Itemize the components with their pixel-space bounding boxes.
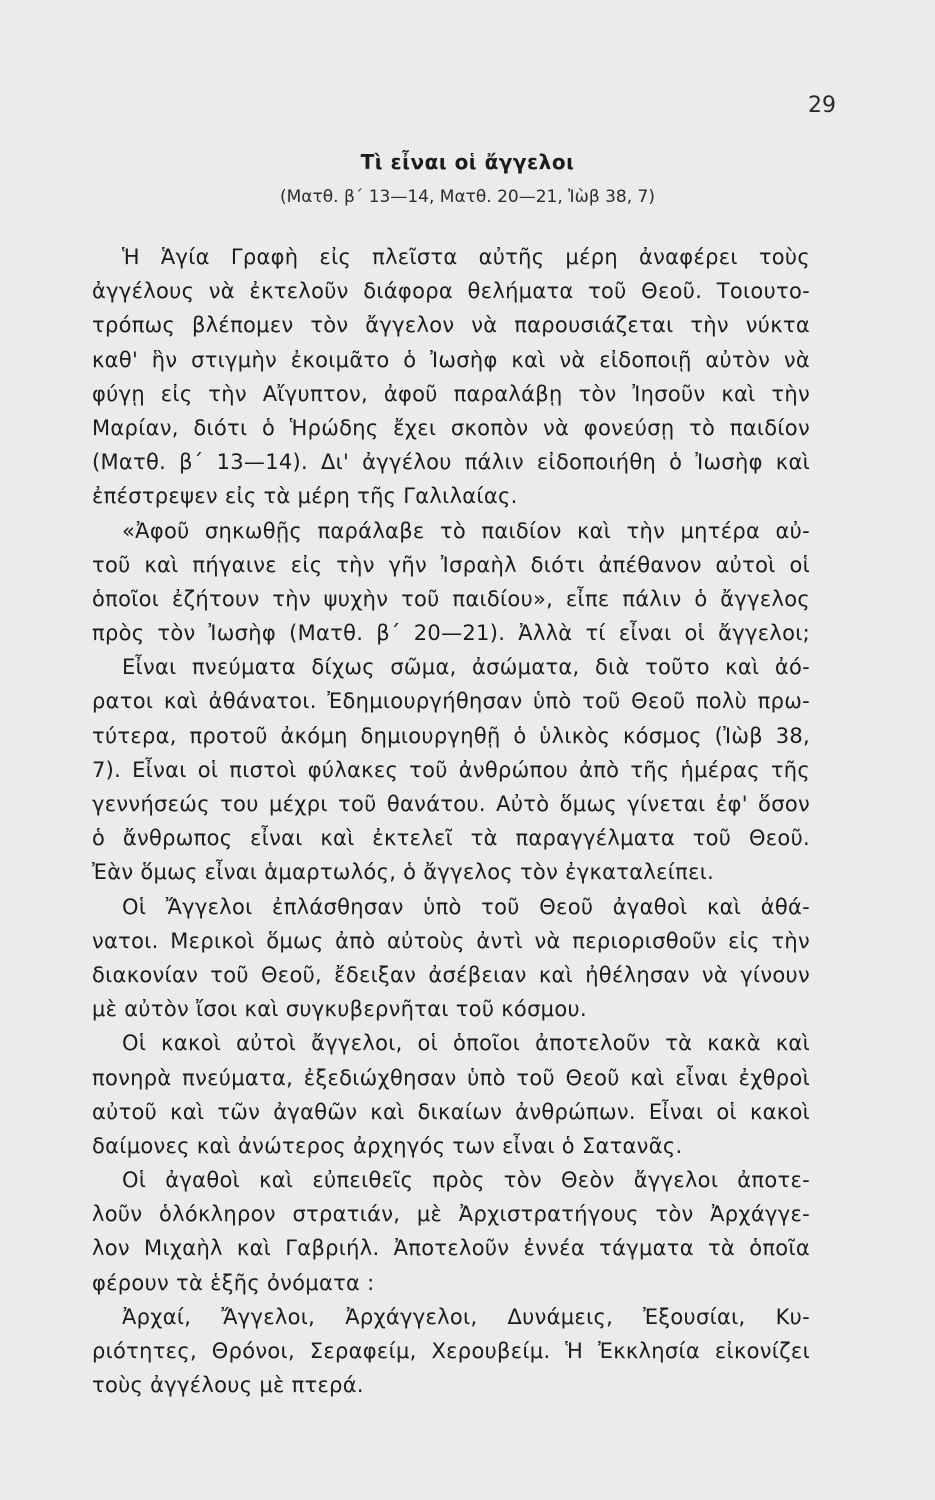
text-line: (Ματθ. β΄ 13—14). Δι' ἀγγέλου πάλιν εἰδοποιήθη ὁ Ἰωσὴφ καὶ bbox=[92, 450, 810, 475]
text-line: ἐπέστρεψεν εἰς τὰ μέρη τῆς Γαλιλαίας. bbox=[92, 484, 518, 509]
page-number: 29 bbox=[808, 93, 836, 118]
chapter-title: Τὶ εἶναι οἱ ἄγγελοι bbox=[360, 150, 575, 174]
text-line: διακονίαν τοῦ Θεοῦ, ἔδειξαν ἀσέβειαν καὶ ἠθέλησαν νὰ γίνουν bbox=[92, 962, 810, 987]
text-line: 7). Εἶναι οἱ πιστοὶ φύλακες τοῦ ἀνθρώπου ἀπὸ τῆς ἡμέρας τῆς bbox=[92, 757, 810, 782]
text-line: τοὺς ἀγγέλους μὲ πτερά. bbox=[92, 1373, 364, 1398]
text-line: Οἱ ἀγαθοὶ καὶ εὐπειθεῖς πρὸς τὸν Θεὸν ἄγγελοι ἀποτε- bbox=[122, 1168, 810, 1193]
text-line: γεννήσεώς του μέχρι τοῦ θανάτου. Αὐτὸ ὅμως γίνεται ἐφ' ὅσον bbox=[92, 792, 810, 816]
text-line: φύγῃ εἰς τὴν Αἴγυπτον, ἀφοῦ παραλάβῃ τὸν Ἰησοῦν καὶ τὴν bbox=[92, 381, 810, 406]
text-line: πονηρὰ πνεύματα, ἐξεδιώχθησαν ὑπὸ τοῦ Θεοῦ καὶ εἶναι ἐχθροὶ bbox=[92, 1065, 810, 1090]
text-line: Οἱ κακοὶ αὐτοὶ ἄγγελοι, οἱ ὁποῖοι ἀποτελοῦν τὰ κακὰ καὶ bbox=[122, 1031, 810, 1056]
text-line: λοῦν ὁλόκληρον στρατιάν, μὲ Ἀρχιστρατήγους τὸν Ἀρχάγγε- bbox=[92, 1202, 810, 1227]
text-line: Εἶναι πνεύματα δίχως σῶμα, ἀσώματα, διὰ τοῦτο καὶ ἀό- bbox=[122, 655, 810, 680]
text-line: Μαρίαν, διότι ὁ Ἡρώδης ἔχει σκοπὸν νὰ φονεύσῃ τὸ παιδίον bbox=[92, 415, 810, 440]
text-line: τοῦ καὶ πήγαινε εἰς τὴν γῆν Ἰσραὴλ διότι ἀπέθανον αὐτοὶ οἱ bbox=[92, 552, 810, 577]
scripture-reference: (Ματθ. β΄ 13—14, Ματθ. 20—21, Ἰὼβ 38, 7) bbox=[280, 187, 655, 207]
text-line: δαίμονες καὶ ἀνώτερος ἀρχηγός των εἶναι ὁ Σατανᾶς. bbox=[92, 1133, 683, 1158]
text-line: Ἡ Ἁγία Γραφὴ εἰς πλεῖστα αὐτῆς μέρη ἀναφέρει τοὺς bbox=[122, 245, 810, 269]
text-line: ἀγγέλους νὰ ἐκτελοῦν διάφορα θελήματα τοῦ Θεοῦ. Τοιουτο- bbox=[92, 279, 810, 304]
text-line: ὁ ἄνθρωπος εἶναι καὶ ἐκτελεῖ τὰ παραγγέλματα τοῦ Θεοῦ. bbox=[92, 826, 810, 851]
text-line: μὲ αὐτὸν ἴσοι καὶ συγκυβερνῆται τοῦ κόσμου. bbox=[92, 997, 587, 1022]
text-line: Ἐὰν ὅμως εἶναι ἁμαρτωλός, ὁ ἄγγελος τὸν ἐγκαταλείπει. bbox=[92, 860, 715, 885]
text-line: τύτερα, προτοῦ ἀκόμη δημιουργηθῇ ὁ ὑλικὸς κόσμος (Ἰὼβ 38, bbox=[92, 723, 810, 748]
text-line: ὁποῖοι ἐζήτουν τὴν ψυχὴν τοῦ παιδίου», εἶπε πάλιν ὁ ἄγγελος bbox=[92, 586, 810, 611]
text-line: Οἱ Ἄγγελοι ἐπλάσθησαν ὑπὸ τοῦ Θεοῦ ἀγαθοὶ καὶ ἀθά- bbox=[122, 894, 810, 919]
text-line: Ἀρχαί, Ἄγγελοι, Ἀρχάγγελοι, Δυνάμεις, Ἐξουσίαι, Κυ- bbox=[122, 1304, 810, 1329]
text-line: καθ' ἣν στιγμὴν ἐκοιμᾶτο ὁ Ἰωσὴφ καὶ νὰ εἰδοποιῇ αὐτὸν νὰ bbox=[92, 347, 810, 372]
text-line: πρὸς τὸν Ἰωσὴφ (Ματθ. β΄ 20—21). Ἀλλὰ τί εἶναι οἱ ἄγγελοι; bbox=[92, 621, 810, 646]
body-text bbox=[92, 240, 810, 1402]
text-line: ριότητες, Θρόνοι, Σεραφείμ, Χερουβείμ. Ἡ Ἐκκλησία εἰκονίζει bbox=[92, 1339, 810, 1363]
text-line: τρόπως βλέπομεν τὸν ἄγγελον νὰ παρουσιάζεται τὴν νύκτα bbox=[92, 313, 810, 338]
text-line: ρατοι καὶ ἀθάνατοι. Ἐδημιουργήθησαν ὑπὸ τοῦ Θεοῦ πολὺ πρω- bbox=[92, 689, 810, 714]
text-line: λον Μιχαὴλ καὶ Γαβριήλ. Ἀποτελοῦν ἐννέα τάγματα τὰ ὁποῖα bbox=[92, 1236, 810, 1261]
text-line: αὐτοῦ καὶ τῶν ἀγαθῶν καὶ δικαίων ἀνθρώπων. Εἶναι οἱ κακοὶ bbox=[92, 1099, 810, 1124]
text-line: νατοι. Μερικοὶ ὅμως ἀπὸ αὐτοὺς ἀντὶ νὰ περιορισθοῦν εἰς τὴν bbox=[92, 928, 810, 953]
text-line: «Ἀφοῦ σηκωθῇς παράλαβε τὸ παιδίον καὶ τὴν μητέρα αὐ- bbox=[122, 518, 810, 543]
text-line: φέρουν τὰ ἑξῆς ὀνόματα : bbox=[92, 1270, 375, 1295]
